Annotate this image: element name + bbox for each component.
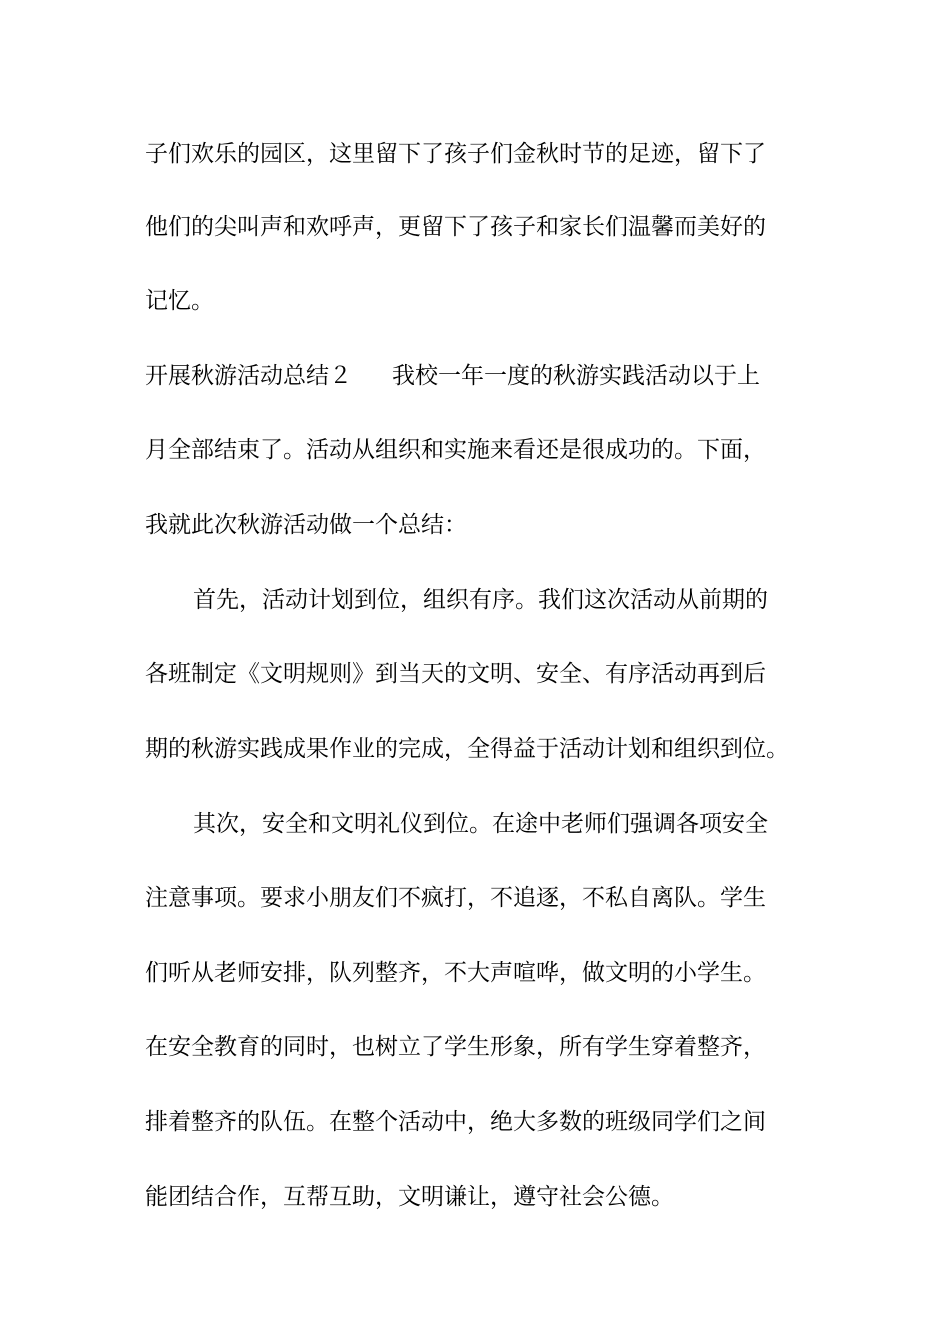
section-first-line: 我校一年一度的秋游实践活动以于上 [392, 363, 760, 389]
body-line-15: 能团结合作，互帮互助，文明谦让，遵守社会公德。 [145, 1184, 674, 1210]
body-line-12: 们听从老师安排，队列整齐，不大声喧哗，做文明的小学生。 [145, 960, 766, 986]
body-line-3: 记忆。 [145, 288, 214, 314]
body-line-1: 子们欢乐的园区，这里留下了孩子们金秋时节的足迹，留下了 [145, 141, 766, 167]
section-heading: 开展秋游活动总结２ [145, 363, 352, 389]
body-line-6: 我就此次秋游活动做一个总结： [145, 512, 467, 538]
body-line-2: 他们的尖叫声和欢呼声，更留下了孩子和家长们温馨而美好的 [145, 214, 766, 240]
paragraph-2-start: 其次，安全和文明礼仪到位。在途中老师们强调各项安全 [193, 811, 768, 837]
body-line-9: 期的秋游实践成果作业的完成，全得益于活动计划和组织到位。 [145, 736, 789, 762]
body-line-5: 月全部结束了。活动从组织和实施来看还是很成功的。下面， [145, 437, 766, 463]
paragraph-1-start: 首先，活动计划到位，组织有序。我们这次活动从前期的 [193, 587, 768, 613]
body-line-8: 各班制定《文明规则》到当天的文明、安全、有序活动再到后 [145, 661, 766, 687]
body-line-11: 注意事项。要求小朋友们不疯打，不追逐，不私自离队。学生 [145, 885, 766, 911]
section-heading-line [145, 356, 815, 396]
body-line-14: 排着整齐的队伍。在整个活动中，绝大多数的班级同学们之间 [145, 1109, 766, 1135]
body-line-13: 在安全教育的同时，也树立了学生形象，所有学生穿着整齐， [145, 1034, 766, 1060]
